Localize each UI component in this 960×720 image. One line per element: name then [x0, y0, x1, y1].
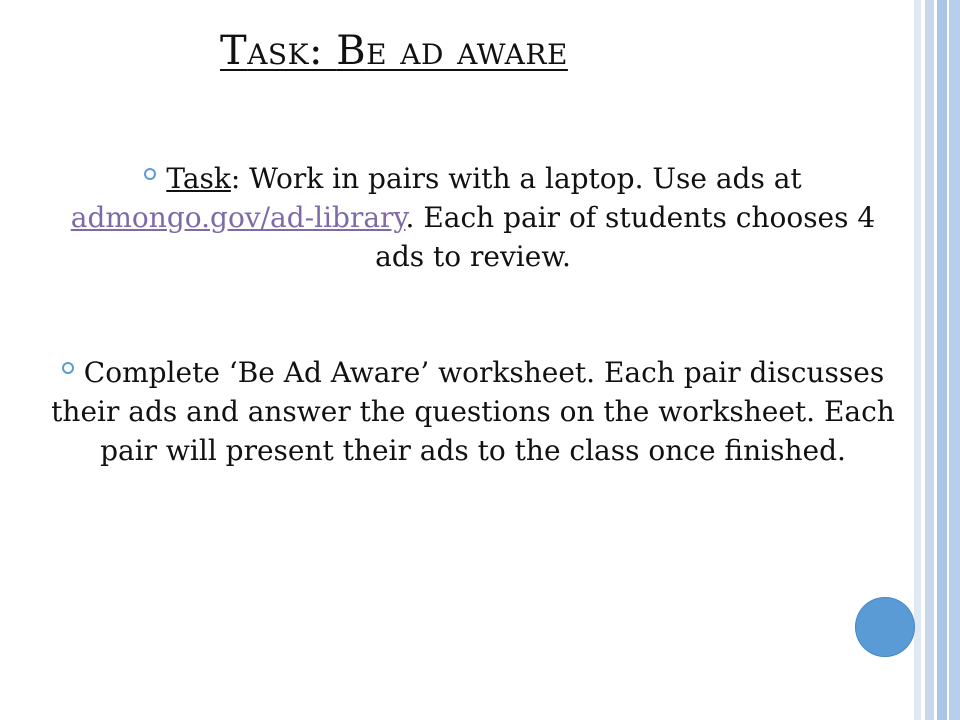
- title-part2-cap: B: [336, 28, 367, 74]
- task-text-1: : Work in pairs with a laptop. Use ads at: [230, 162, 802, 195]
- ring-bullet-icon: [62, 362, 74, 374]
- page-title: [220, 28, 680, 74]
- task-label: Task: [166, 162, 231, 195]
- title-part1-cap: T: [220, 28, 248, 74]
- ad-library-link[interactable]: admongo.gov/ad-library: [70, 201, 406, 234]
- stripe-1: [914, 0, 921, 720]
- ring-bullet-icon: [144, 168, 156, 180]
- task-text-2: . Each pair of students chooses 4 ads to review.: [375, 201, 876, 273]
- stripe-3: [925, 0, 934, 720]
- decorative-stripes: [914, 0, 960, 720]
- stripe-7: [949, 0, 960, 720]
- title-colon: :: [309, 28, 337, 74]
- stripe-5: [937, 0, 947, 720]
- bullet-task: [48, 159, 898, 276]
- decorative-circle: [855, 597, 915, 657]
- worksheet-text: Complete ‘Be Ad Aware’ worksheet. Each pair discusses their ads and answer the questions on the worksheet. Each pair will present their ads to the class once finished.: [51, 356, 895, 467]
- bullet-worksheet: [48, 353, 898, 470]
- title-part1-rest: ask: [247, 28, 310, 74]
- title-part2-rest: e ad aware: [366, 28, 568, 74]
